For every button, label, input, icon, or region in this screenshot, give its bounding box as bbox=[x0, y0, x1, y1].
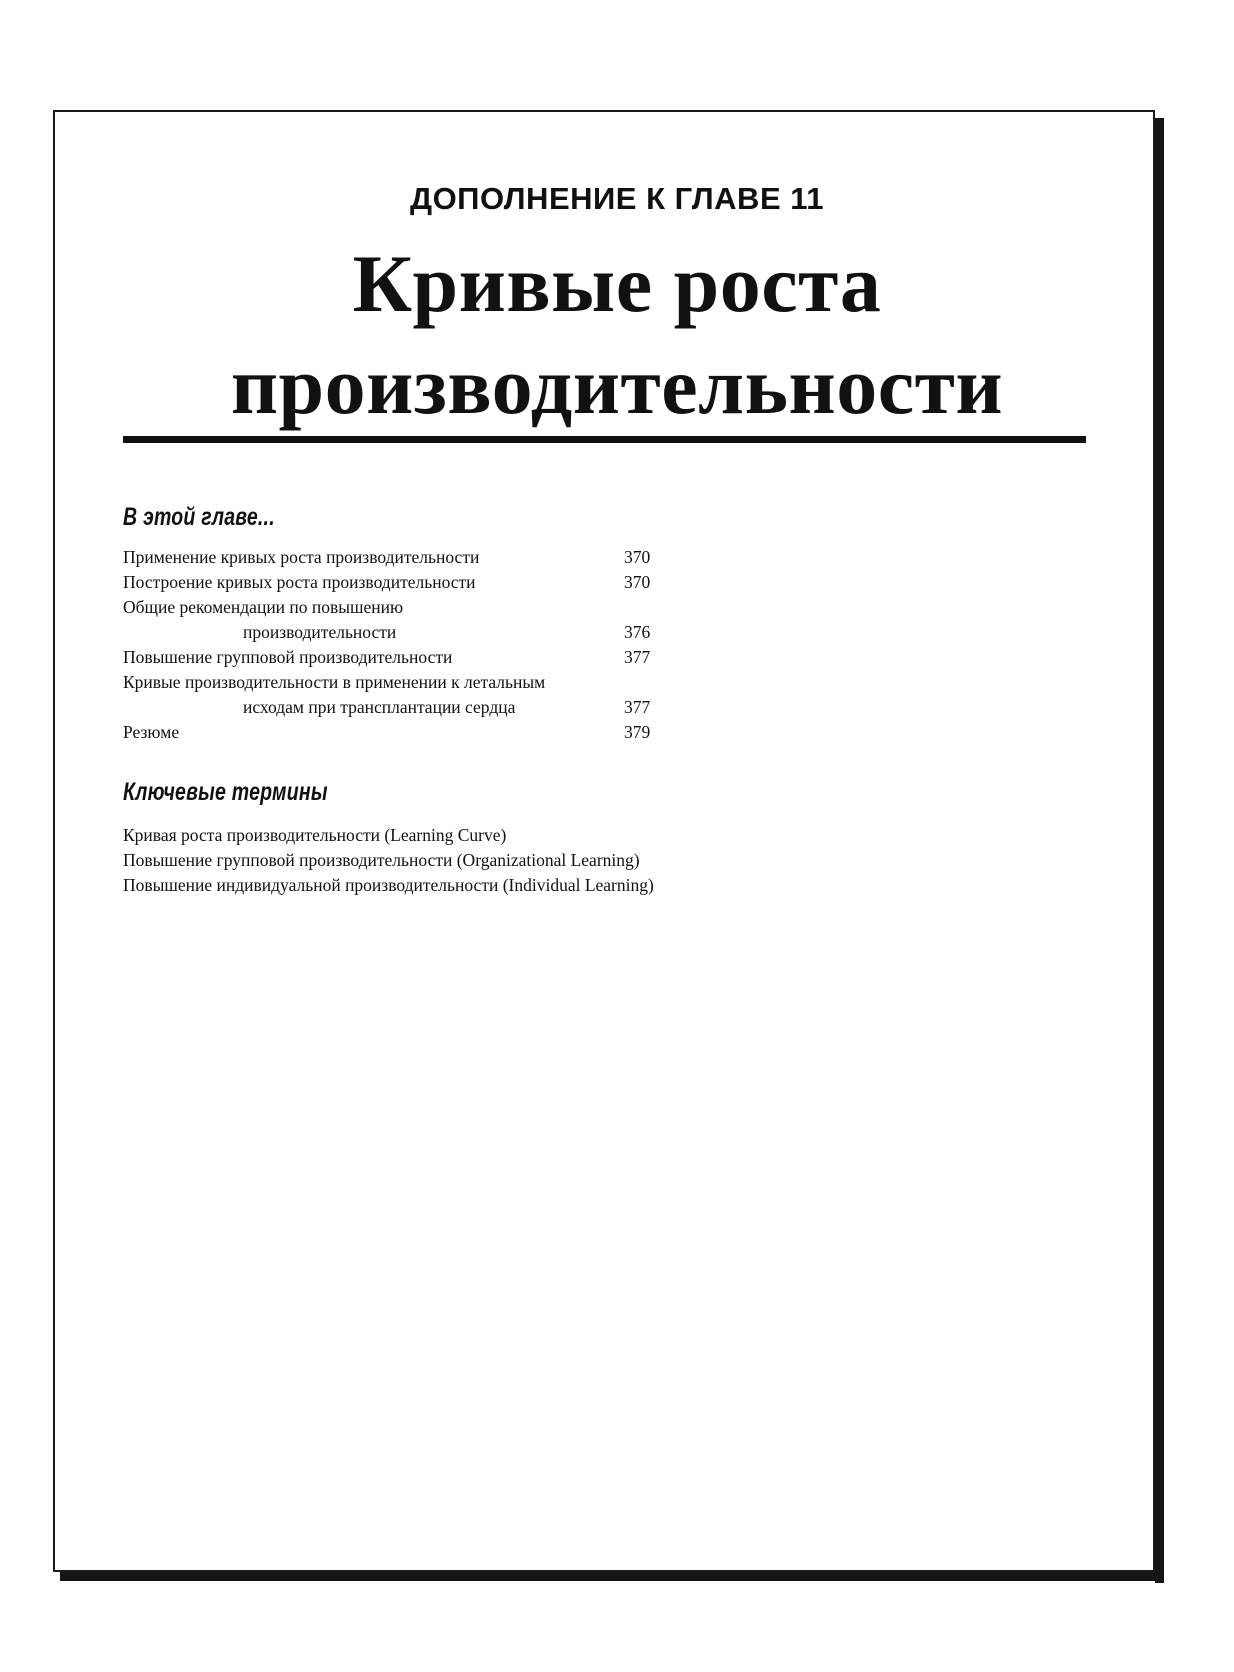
contents-entry-title: производительности bbox=[243, 622, 397, 642]
page-title bbox=[0, 233, 1234, 437]
key-terms-list bbox=[123, 823, 923, 898]
title-divider bbox=[123, 436, 1086, 443]
contents-entry bbox=[123, 570, 663, 595]
contents-entry-page-number: 377 bbox=[624, 647, 651, 667]
contents-entry-title: Построение кривых роста производительности bbox=[123, 572, 476, 592]
contents-entry bbox=[123, 620, 663, 645]
contents-entry-title: Применение кривых роста производительности bbox=[123, 547, 480, 567]
contents-entry-page-number: 379 bbox=[624, 722, 651, 742]
chapter-label: ДОПОЛНЕНИЕ К ГЛАВЕ 11 bbox=[409, 181, 824, 216]
key-term: Повышение групповой производительности (Organizational Learning) bbox=[123, 850, 640, 870]
contents-entry-title: исходам при трансплантации сердца bbox=[243, 697, 516, 717]
contents-entry bbox=[123, 645, 663, 670]
contents-entry-page-number: 377 bbox=[624, 697, 651, 717]
contents-entry bbox=[123, 720, 663, 745]
contents-entry bbox=[123, 670, 663, 695]
contents-entry-page-number: 370 bbox=[624, 572, 651, 592]
page-title-line-1: Кривые роста bbox=[352, 238, 882, 329]
key-term: Кривая роста производительности (Learning Curve) bbox=[123, 825, 507, 845]
contents-entry bbox=[123, 595, 663, 620]
chapter-contents-list bbox=[123, 545, 663, 745]
contents-entry-title: Кривые производительности в применении к летальным bbox=[123, 672, 546, 692]
contents-entry-title: Резюме bbox=[123, 722, 180, 742]
page-shadow-bottom bbox=[60, 1572, 1164, 1581]
key-term: Повышение индивидуальной производительности (Individual Learning) bbox=[123, 875, 654, 895]
contents-entry-page-number: 370 bbox=[624, 547, 651, 567]
contents-entry bbox=[123, 695, 663, 720]
in-chapter-heading: В этой главе... bbox=[123, 503, 275, 531]
key-terms-heading: Ключевые термины bbox=[123, 778, 328, 806]
contents-entry bbox=[123, 545, 663, 570]
contents-entry-title: Общие рекомендации по повышению bbox=[123, 597, 404, 617]
page-title-line-2: производительности bbox=[230, 340, 1004, 431]
contents-entry-page-number: 376 bbox=[624, 622, 651, 642]
contents-entry-title: Повышение групповой производительности bbox=[123, 647, 453, 667]
